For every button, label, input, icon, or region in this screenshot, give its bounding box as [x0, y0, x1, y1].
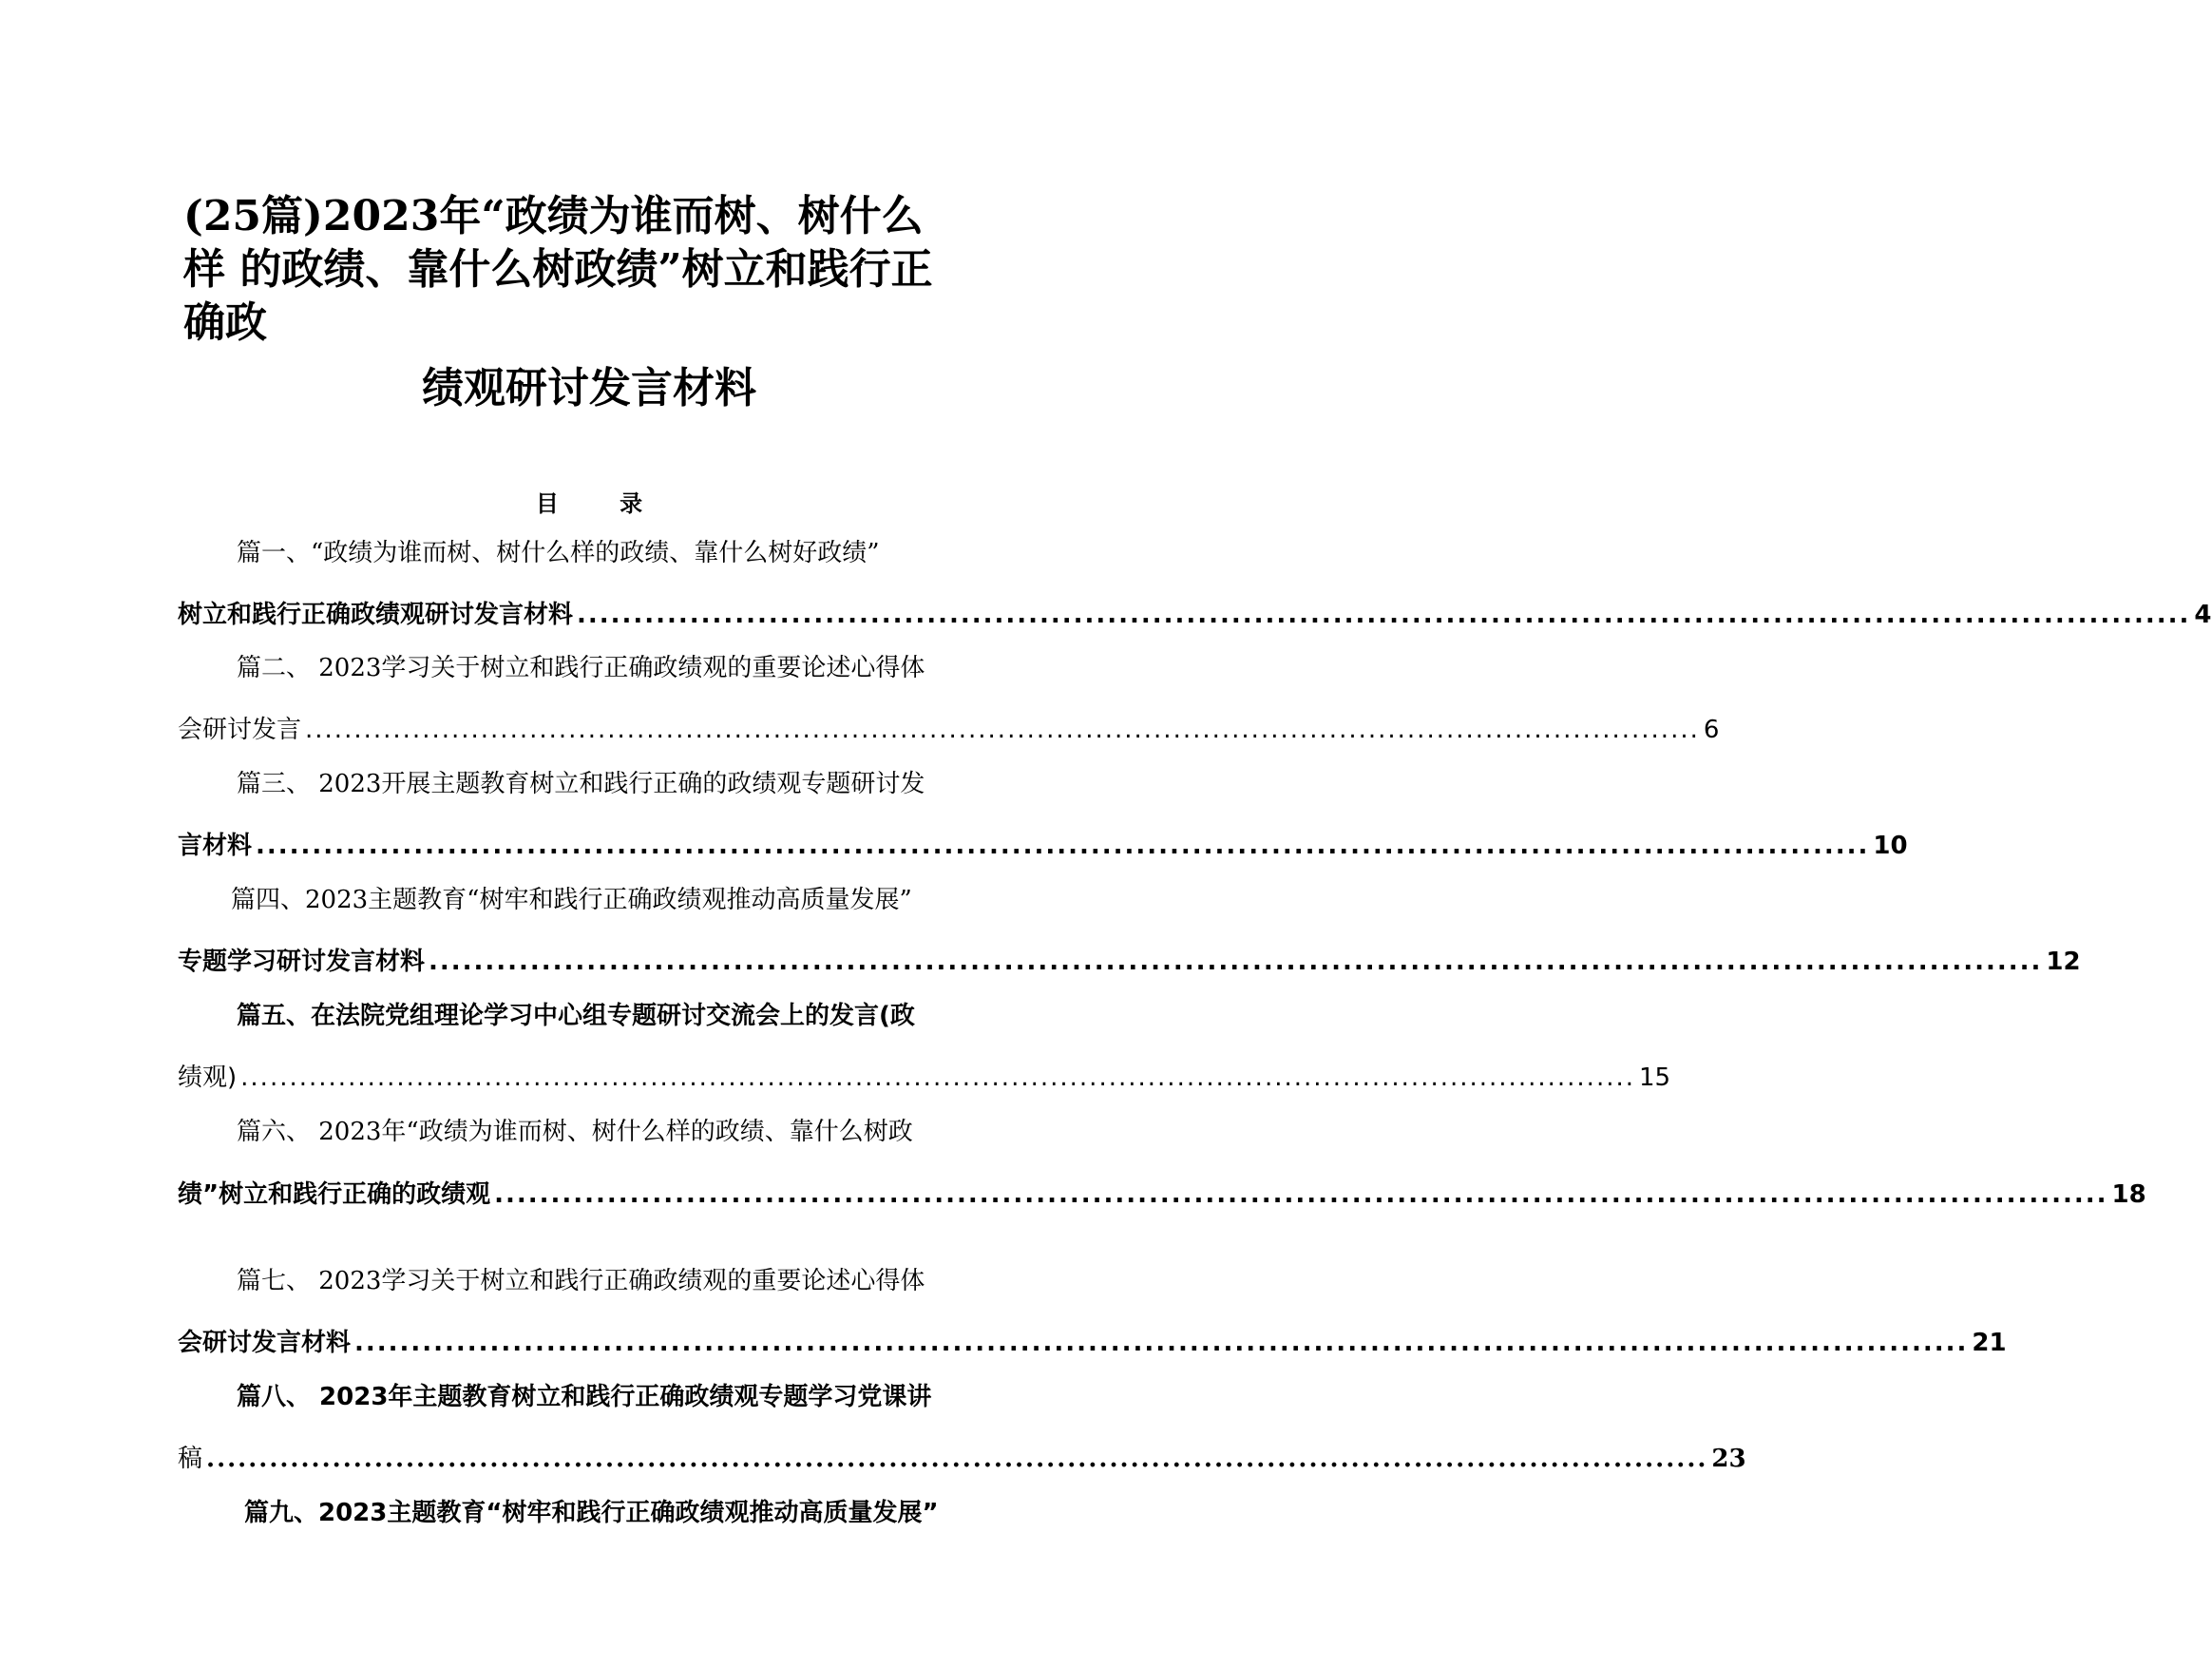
document-title: [183, 190, 991, 350]
dot-leader: ...............................................................................................................................................: [256, 832, 1870, 860]
dot-leader: ...............................................................................................................................................: [305, 716, 1700, 744]
toc-entry-3-line2[interactable]: [178, 830, 1908, 862]
toc-entry-4-line1: 篇四、2023主题教育“树牢和践行正确政绩观推动高质量发展”: [231, 886, 912, 914]
toc-entry-5-line1: 篇五、在法院党组理论学习中心组专题研讨交流会上的发言(政: [237, 1002, 915, 1030]
toc-entry-8-line1: 篇八、 2023年主题教育树立和践行正确政绩观专题学习党课讲: [237, 1383, 932, 1411]
toc-entry-4-line2[interactable]: [178, 946, 2081, 978]
toc-entry-7-page: 21: [1972, 1329, 2007, 1357]
toc-entry-2-line1: 篇二、 2023学习关于树立和践行正确政绩观的重要论述心得体: [237, 654, 925, 682]
toc-entry-6-page: 18: [2111, 1180, 2146, 1209]
toc-entry-6-line1: 篇六、 2023年“政绩为谁而树、树什么样的政绩、靠什么树政: [237, 1118, 913, 1146]
toc-entry-1-text: 树立和践行正确政绩观研讨发言材料: [178, 601, 574, 629]
toc-entry-1-line2[interactable]: [178, 599, 2212, 631]
toc-entry-1-line1: 篇一、“政绩为谁而树、树什么样的政绩、靠什么树好政绩”: [237, 539, 880, 567]
toc-heading: 目 录: [535, 490, 670, 517]
dot-leader: ...............................................................................................................................................: [354, 1329, 1969, 1357]
toc-entry-4-page: 12: [2046, 948, 2081, 976]
title-line-2: 样 的政绩、靠什么树政绩”树立和践行正: [183, 245, 933, 294]
toc-entry-5-line2[interactable]: [178, 1062, 1671, 1094]
toc-entry-8-text: 稿: [178, 1445, 203, 1473]
toc-entry-6-line2[interactable]: [178, 1178, 2146, 1211]
title-line-4: 绩观研讨发言材料: [422, 364, 756, 412]
toc-entry-8-line2[interactable]: [178, 1443, 1746, 1475]
dot-leader: ...............................................................................................................................................: [240, 1063, 1636, 1092]
toc-entry-3-page: 10: [1873, 832, 1908, 860]
toc-entry-7-line2[interactable]: [178, 1327, 2007, 1359]
toc-entry-7-text: 会研讨发言材料: [178, 1329, 352, 1357]
toc-entry-7-line1: 篇七、 2023学习关于树立和践行正确政绩观的重要论述心得体: [237, 1267, 925, 1295]
toc-entry-2-line2[interactable]: [178, 714, 1720, 746]
dot-leader: ...............................................................................................................................................: [577, 601, 2191, 629]
toc-entry-9-line1[interactable]: 篇九、2023主题教育“树牢和践行正确政绩观推动高质量发展”: [244, 1499, 939, 1527]
dot-leader: ...............................................................................................................................................: [494, 1180, 2108, 1209]
toc-entry-4-text: 专题学习研讨发言材料: [178, 948, 426, 976]
toc-entry-6-text: 绩”树立和践行正确的政绩观: [178, 1180, 491, 1209]
toc-entry-8-page: 23: [1711, 1445, 1746, 1473]
toc-entry-5-page: 15: [1639, 1063, 1671, 1092]
toc-entry-1-page: 4: [2194, 601, 2212, 629]
toc-entry-3-text: 言材料: [178, 832, 253, 860]
title-line-1: (25篇)2023年“政绩为谁而树、树什么: [183, 192, 924, 240]
dot-leader: ...............................................................................................................................................: [206, 1445, 1708, 1473]
toc-entry-2-page: 6: [1703, 716, 1720, 744]
toc-entry-2-text: 会研讨发言: [178, 716, 302, 744]
dot-leader: ...............................................................................................................................................: [429, 948, 2043, 976]
title-line-3: 确政: [183, 298, 267, 347]
toc-entry-3-line1: 篇三、 2023开展主题教育树立和践行正确的政绩观专题研讨发: [237, 770, 925, 798]
toc-entry-5-text: 绩观): [178, 1063, 238, 1092]
